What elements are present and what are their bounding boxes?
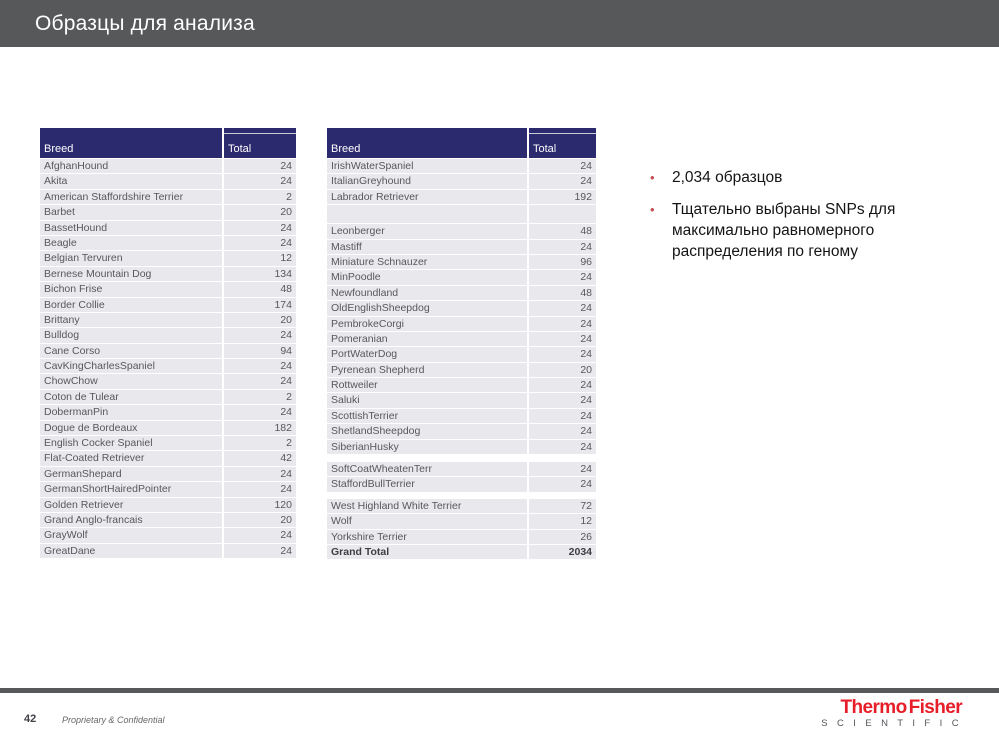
table-row bbox=[327, 286, 596, 300]
breed-cell: MinPoodle bbox=[327, 270, 527, 284]
table-row bbox=[40, 159, 296, 173]
total-cell: 12 bbox=[529, 514, 596, 528]
breed-cell: StaffordBullTerrier bbox=[327, 477, 527, 491]
bullet-icon: • bbox=[650, 202, 655, 217]
breed-cell: Flat-Coated Retriever bbox=[40, 451, 222, 465]
breed-cell: Pyrenean Shepherd bbox=[327, 363, 527, 377]
total-cell: 174 bbox=[224, 298, 296, 312]
table-row bbox=[40, 390, 296, 404]
total-cell: 24 bbox=[224, 159, 296, 173]
breed-cell: GermanShortHairedPointer bbox=[40, 482, 222, 496]
table-row bbox=[40, 282, 296, 296]
table-row bbox=[327, 347, 596, 361]
breed-cell: Wolf bbox=[327, 514, 527, 528]
table-row bbox=[327, 440, 596, 454]
total-cell: 24 bbox=[224, 482, 296, 496]
total-cell: 24 bbox=[224, 467, 296, 481]
table-spacer bbox=[327, 455, 596, 462]
breed-cell: Bulldog bbox=[40, 328, 222, 342]
breed-cell: Miniature Schnauzer bbox=[327, 255, 527, 269]
total-cell: 26 bbox=[529, 530, 596, 544]
table-row bbox=[327, 301, 596, 315]
logo-thermo: Thermo bbox=[840, 697, 907, 718]
table-row bbox=[327, 255, 596, 269]
breed-cell: Bernese Mountain Dog bbox=[40, 267, 222, 281]
breed-cell: Mastiff bbox=[327, 240, 527, 254]
total-cell: 48 bbox=[529, 286, 596, 300]
table-row bbox=[40, 236, 296, 250]
table-row bbox=[327, 499, 596, 513]
total-cell bbox=[529, 205, 596, 223]
bullet-text: Тщательно выбраны SNPs для максимально равномерного распределения по геному bbox=[672, 201, 896, 260]
total-cell: 2 bbox=[224, 190, 296, 204]
breed-cell: Cane Corso bbox=[40, 344, 222, 358]
table-row bbox=[40, 467, 296, 481]
total-cell: 24 bbox=[529, 301, 596, 315]
total-cell: 96 bbox=[529, 255, 596, 269]
total-cell: 24 bbox=[224, 174, 296, 188]
breed-cell: ScottishTerrier bbox=[327, 409, 527, 423]
title-bar bbox=[0, 0, 999, 47]
breed-cell: English Cocker Spaniel bbox=[40, 436, 222, 450]
total-cell: 24 bbox=[529, 347, 596, 361]
total-cell: 24 bbox=[224, 236, 296, 250]
breed-cell: CavKingCharlesSpaniel bbox=[40, 359, 222, 373]
breed-table-right bbox=[327, 128, 596, 560]
total-cell: 2 bbox=[224, 436, 296, 450]
table-row bbox=[40, 190, 296, 204]
table-row bbox=[327, 393, 596, 407]
breed-cell bbox=[327, 205, 527, 223]
breed-cell: ChowChow bbox=[40, 374, 222, 388]
table-body bbox=[40, 159, 296, 559]
total-cell: 24 bbox=[529, 159, 596, 173]
bullet-text: 2,034 образцов bbox=[672, 169, 783, 186]
total-cell: 24 bbox=[224, 221, 296, 235]
breed-cell: Belgian Tervuren bbox=[40, 251, 222, 265]
breed-cell: American Staffordshire Terrier bbox=[40, 190, 222, 204]
table-row bbox=[327, 424, 596, 438]
breed-cell: Bichon Frise bbox=[40, 282, 222, 296]
table-row bbox=[40, 251, 296, 265]
total-cell: 24 bbox=[529, 240, 596, 254]
table-row bbox=[40, 482, 296, 496]
table-row bbox=[327, 477, 596, 491]
total-cell: 2 bbox=[224, 390, 296, 404]
breed-cell: Labrador Retriever bbox=[327, 190, 527, 204]
breed-cell: GrayWolf bbox=[40, 528, 222, 542]
list-item bbox=[650, 199, 962, 262]
total-cell: 182 bbox=[224, 421, 296, 435]
breed-cell: ItalianGreyhound bbox=[327, 174, 527, 188]
breed-cell: West Highland White Terrier bbox=[327, 499, 527, 513]
breed-cell: SoftCoatWheatenTerr bbox=[327, 462, 527, 476]
breed-cell: PortWaterDog bbox=[327, 347, 527, 361]
breed-cell: GermanShepard bbox=[40, 467, 222, 481]
breed-cell: Coton de Tulear bbox=[40, 390, 222, 404]
table-row bbox=[327, 363, 596, 377]
grand-total-row bbox=[327, 545, 596, 559]
breed-cell: Akita bbox=[40, 174, 222, 188]
total-cell: 24 bbox=[529, 462, 596, 476]
total-cell: 24 bbox=[224, 544, 296, 558]
total-cell: 24 bbox=[224, 359, 296, 373]
total-cell: 24 bbox=[529, 378, 596, 392]
total-cell: 24 bbox=[224, 374, 296, 388]
list-item bbox=[650, 167, 962, 188]
breed-cell: Grand Total bbox=[327, 545, 527, 559]
breed-cell: Newfoundland bbox=[327, 286, 527, 300]
total-cell: 2034 bbox=[529, 545, 596, 559]
total-cell: 42 bbox=[224, 451, 296, 465]
table-row bbox=[40, 344, 296, 358]
breed-column-header: Breed bbox=[327, 128, 527, 158]
breed-cell: GreatDane bbox=[40, 544, 222, 558]
total-cell: 120 bbox=[224, 498, 296, 512]
breed-cell: Brittany bbox=[40, 313, 222, 327]
table-row bbox=[40, 205, 296, 219]
table-row bbox=[40, 436, 296, 450]
breed-cell: Pomeranian bbox=[327, 332, 527, 346]
breed-cell: PembrokeCorgi bbox=[327, 317, 527, 331]
total-cell: 94 bbox=[224, 344, 296, 358]
table-row bbox=[327, 190, 596, 204]
breed-cell: Leonberger bbox=[327, 224, 527, 238]
table-row bbox=[327, 174, 596, 188]
page-number: 42 bbox=[24, 713, 37, 725]
total-cell: 24 bbox=[224, 328, 296, 342]
table-row bbox=[40, 528, 296, 542]
table-row bbox=[40, 513, 296, 527]
breed-cell: BassetHound bbox=[40, 221, 222, 235]
breed-cell: ShetlandSheepdog bbox=[327, 424, 527, 438]
table-row bbox=[40, 451, 296, 465]
table-row bbox=[40, 313, 296, 327]
logo-fisher: Fisher bbox=[908, 697, 962, 718]
total-cell: 134 bbox=[224, 267, 296, 281]
table-row bbox=[327, 205, 596, 223]
total-cell: 24 bbox=[529, 174, 596, 188]
total-cell: 24 bbox=[529, 332, 596, 346]
table-body bbox=[327, 159, 596, 560]
total-cell: 48 bbox=[224, 282, 296, 296]
breed-table-left bbox=[40, 128, 296, 559]
table-row bbox=[327, 514, 596, 528]
total-cell: 48 bbox=[529, 224, 596, 238]
table-row bbox=[40, 421, 296, 435]
breed-cell: Dogue de Bordeaux bbox=[40, 421, 222, 435]
total-cell: 72 bbox=[529, 499, 596, 513]
table-row bbox=[327, 409, 596, 423]
table-row bbox=[40, 174, 296, 188]
breed-cell: SiberianHusky bbox=[327, 440, 527, 454]
total-column-header: Total bbox=[224, 128, 296, 158]
total-cell: 24 bbox=[224, 405, 296, 419]
breed-column-header: Breed bbox=[40, 128, 222, 158]
breed-cell: Rottweiler bbox=[327, 378, 527, 392]
table-row bbox=[327, 530, 596, 544]
table-row bbox=[40, 498, 296, 512]
table-row bbox=[40, 328, 296, 342]
total-cell: 24 bbox=[224, 528, 296, 542]
total-cell: 24 bbox=[529, 440, 596, 454]
page-title: Образцы для анализа bbox=[35, 12, 255, 35]
logo-wordmark bbox=[821, 698, 962, 717]
breed-cell: OldEnglishSheepdog bbox=[327, 301, 527, 315]
table-row bbox=[327, 317, 596, 331]
table-row bbox=[40, 374, 296, 388]
breed-cell: Saluki bbox=[327, 393, 527, 407]
table-header-row bbox=[40, 128, 296, 158]
breed-cell: Beagle bbox=[40, 236, 222, 250]
total-cell: 20 bbox=[224, 313, 296, 327]
table-row bbox=[327, 332, 596, 346]
total-cell: 20 bbox=[224, 205, 296, 219]
table-row bbox=[327, 159, 596, 173]
logo-scientific: S C I E N T I F I C bbox=[821, 718, 962, 729]
confidential-note: Proprietary & Confidential bbox=[62, 715, 165, 725]
total-cell: 24 bbox=[529, 270, 596, 284]
breed-cell: Yorkshire Terrier bbox=[327, 530, 527, 544]
table-row bbox=[327, 378, 596, 392]
breed-cell: AfghanHound bbox=[40, 159, 222, 173]
breed-cell: IrishWaterSpaniel bbox=[327, 159, 527, 173]
breed-cell: Barbet bbox=[40, 205, 222, 219]
breed-cell: DobermanPin bbox=[40, 405, 222, 419]
total-cell: 24 bbox=[529, 317, 596, 331]
total-cell: 24 bbox=[529, 424, 596, 438]
total-cell: 20 bbox=[224, 513, 296, 527]
breed-cell: Grand Anglo-francais bbox=[40, 513, 222, 527]
table-row bbox=[40, 405, 296, 419]
total-column-header: Total bbox=[529, 128, 596, 158]
table-row bbox=[40, 267, 296, 281]
total-cell: 24 bbox=[529, 393, 596, 407]
total-cell: 24 bbox=[529, 477, 596, 491]
table-row bbox=[40, 298, 296, 312]
table-header-row bbox=[327, 128, 596, 158]
table-row bbox=[40, 544, 296, 558]
table-row bbox=[327, 240, 596, 254]
bullet-icon: • bbox=[650, 170, 655, 185]
total-cell: 24 bbox=[529, 409, 596, 423]
total-cell: 192 bbox=[529, 190, 596, 204]
bullet-list bbox=[650, 167, 962, 273]
table-row bbox=[327, 270, 596, 284]
table-row bbox=[327, 462, 596, 476]
table-row bbox=[40, 221, 296, 235]
total-cell: 20 bbox=[529, 363, 596, 377]
footer-divider bbox=[0, 688, 999, 693]
breed-cell: Border Collie bbox=[40, 298, 222, 312]
breed-cell: Golden Retriever bbox=[40, 498, 222, 512]
thermofisher-logo bbox=[821, 698, 962, 729]
table-row bbox=[327, 224, 596, 238]
total-cell: 12 bbox=[224, 251, 296, 265]
table-row bbox=[40, 359, 296, 373]
